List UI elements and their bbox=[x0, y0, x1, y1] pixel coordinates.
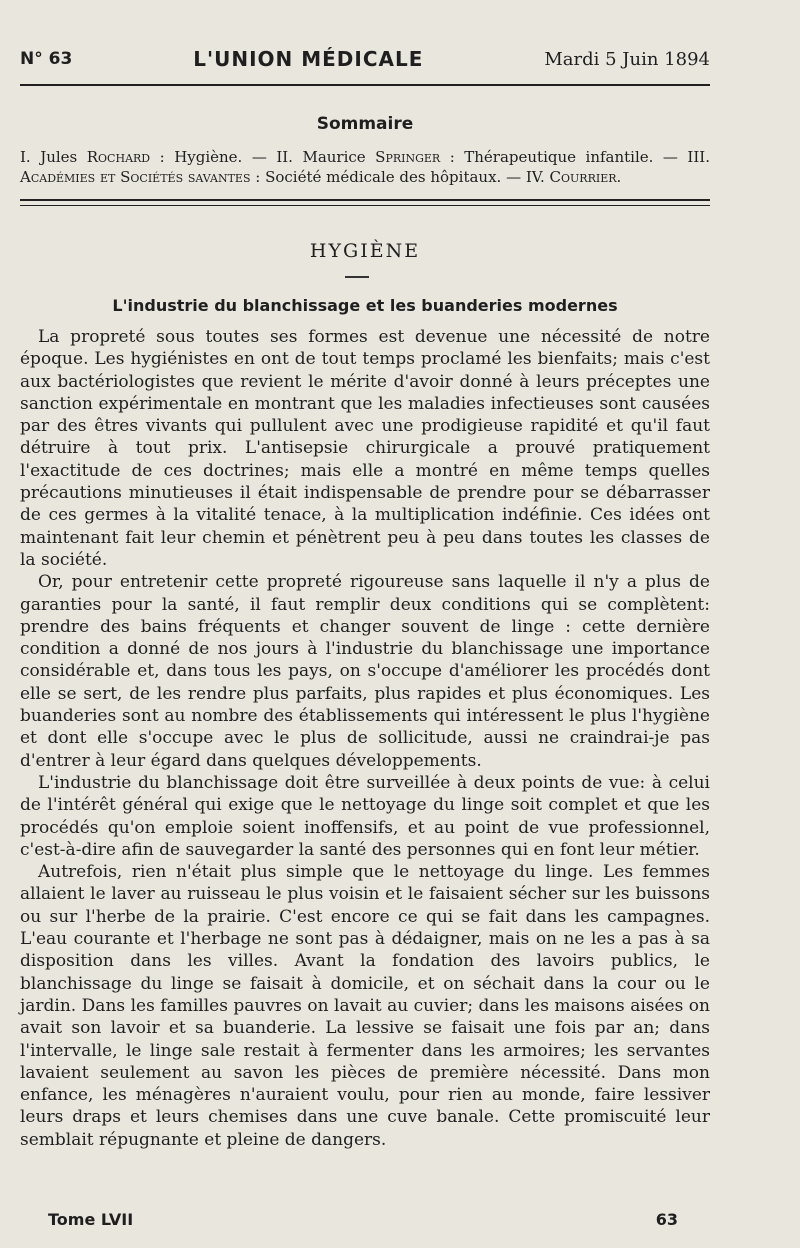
sommaire-part3: : Thérapeutique infantile. — III. bbox=[440, 148, 710, 166]
page-number: 63 bbox=[655, 1210, 678, 1229]
issue-number: N° 63 bbox=[20, 49, 73, 69]
journal-title: L'UNION MÉDICALE bbox=[193, 47, 424, 71]
article-paragraph: Or, pour entretenir cette propreté rigoureuse sans laquelle il n'y a plus de garanties pour la santé, il faut remplir deux conditions qui se complètent: prendre des bains fréquents et changer souvent de linge : cette dernière condition a donné de nos jours à l'industrie du blanchissage une importance considérable et, dans tous les pays, on s'occupe d'améliorer les procédés dont elle se sert, de les rendre plus parfaits, plus rapides et plus économiques. Les buanderies sont au nombre des établissements qui intéressent le plus l'hygiène et dont elle s'occupe avec le plus de sollicitude, aussi ne craindrai-je pas d'entrer à leur égard dans quelques développements. bbox=[20, 572, 710, 771]
page-footer bbox=[48, 1210, 678, 1229]
section-divider-thin bbox=[20, 205, 710, 206]
sommaire-part1: I. Jules bbox=[20, 148, 87, 166]
sommaire-text bbox=[20, 147, 710, 187]
sommaire-academies: Académies et Sociétés savantes bbox=[20, 168, 251, 186]
section-divider-thick bbox=[20, 199, 710, 201]
sommaire-courrier: Courrier. bbox=[549, 168, 622, 186]
journal-page bbox=[20, 34, 710, 1234]
article-paragraph: La propreté sous toutes ses formes est devenue une nécessité de notre époque. Les hygiénistes en ont de tout temps proclamé les bienfaits; mais c'est aux bactériologistes que revient le mérite d'avoir donné à leurs préceptes une sanction expérimentale en montrant que les maladies infectieuses sont causées par des êtres vivants qui pullulent avec une prodigieuse rapidité et qu'il faut détruire à tout prix. L'antisepsie chirurgicale a prouvé pratiquement l'exactitude de ces doctrines; mais elle a montré en même temps quelles précautions minutieuses il était indispensable de prendre pour se débarrasser de ces germes à la vitalité tenace, à la multiplication indéfinie. Ces idées ont maintenant fait leur chemin et pénètrent peu à peu dans toutes les classes de la société. bbox=[20, 327, 710, 570]
sommaire-part4: : Société médicale des hôpitaux. — IV. bbox=[250, 168, 550, 186]
article-paragraph: L'industrie du blanchissage doit être surveillée à deux points de vue: à celui de l'intérêt général qui exige que le nettoyage du linge soit complet et que les procédés qu'on emploie soient inoffensifs, et au point de vue professionnel, c'est-à-dire afin de sauvegarder la santé des personnes qui en font leur métier. bbox=[20, 772, 710, 860]
page-header bbox=[20, 34, 710, 86]
sommaire-author1: Rochard bbox=[86, 148, 151, 166]
article-title: L'industrie du blanchissage et les buanderies modernes bbox=[112, 296, 618, 315]
section-title: HYGIÈNE bbox=[309, 240, 421, 262]
article-body bbox=[20, 326, 710, 1151]
sommaire-author2: Springer bbox=[375, 148, 441, 166]
sommaire-part2: : Hygiène. — II. Maurice bbox=[150, 148, 376, 166]
issue-date: Mardi 5 Juin 1894 bbox=[544, 48, 710, 70]
volume-label: Tome LVII bbox=[48, 1210, 134, 1229]
article-paragraph: Autrefois, rien n'était plus simple que le nettoyage du linge. Les femmes allaient le laver au ruisseau le plus voisin et le faisaient sécher sur les buissons ou sur l'herbe de la prairie. C'est encore ce qui se fait dans les campagnes. L'eau courante et l'herbage ne sont pas à dédaigner, mais on ne les a pas à sa disposition dans les villes. Avant la fondation des lavoirs publics, le blanchissage du linge se faisait à domicile, et on séchait dans la cour ou le jardin. Dans les familles pauvres on lavait au cuvier; dans les maisons aisées on avait son lavoir et sa buanderie. La lessive se faisait une fois par an; dans l'intervalle, le linge sale restait à fermenter dans les armoires; les servantes lavaient seulement au savon les pièces de première nécessité. Dans mon enfance, les ménagères n'auraient voulu, pour rien au monde, faire lessiver leurs draps et leurs chemises dans une cuve banale. Cette promiscuité leur semblait répugnante et pleine de dangers. bbox=[20, 862, 710, 1150]
sommaire-title: Sommaire bbox=[316, 114, 414, 134]
section-dash bbox=[345, 276, 369, 278]
